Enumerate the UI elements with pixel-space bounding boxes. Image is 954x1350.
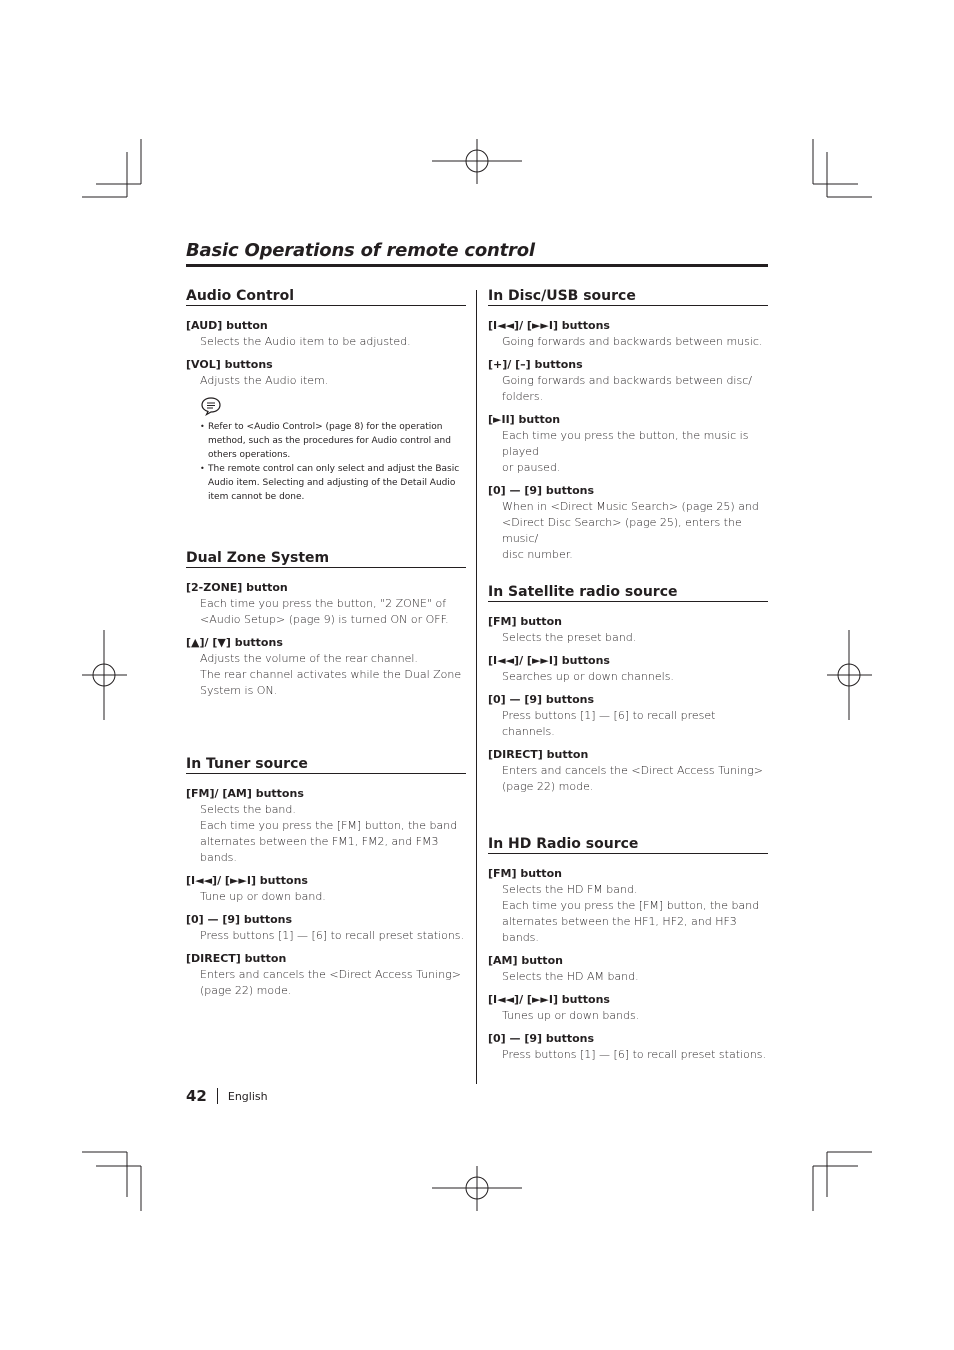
item-description: Tunes up or down bands. xyxy=(502,1009,640,1022)
list-item xyxy=(488,1031,768,1063)
list-item xyxy=(488,866,768,946)
button-label: [DIRECT] button xyxy=(186,952,287,965)
section-dual-zone-system xyxy=(186,550,466,706)
button-label: [►II] button xyxy=(488,413,561,426)
button-label: [0] — [9] buttons xyxy=(488,693,595,706)
item-description: Press buttons [1] — [6] to recall preset channels. xyxy=(502,709,716,738)
item-description: Going forwards and backwards between music. xyxy=(502,335,763,348)
note-bullet xyxy=(200,462,466,504)
item-description: Adjusts the Audio item. xyxy=(200,374,329,387)
list-item xyxy=(488,318,768,350)
item-description: Each time you press the button, the music is played xyxy=(502,429,749,458)
button-label: [FM]/ [AM] buttons xyxy=(186,787,304,800)
button-label: [DIRECT] button xyxy=(488,748,589,761)
item-description: Enters and cancels the <Direct Access Tuning> xyxy=(200,968,461,981)
list-item xyxy=(186,786,466,866)
section-in-hd-radio-source xyxy=(488,836,768,1070)
item-description: <Direct Disc Search> (page 25), enters the music/ xyxy=(502,516,742,545)
item-description: Searches up or down channels. xyxy=(502,670,674,683)
page-number: 42 xyxy=(186,1087,207,1105)
item-description: System is ON. xyxy=(200,684,278,697)
item-description: disc number. xyxy=(502,548,573,561)
button-label: [0] — [9] buttons xyxy=(488,1032,595,1045)
note-list xyxy=(200,420,466,504)
list-item xyxy=(488,747,768,795)
note-block xyxy=(186,396,466,504)
item-description: Tune up or down band. xyxy=(200,890,326,903)
item-description: alternates between the FM1, FM2, and FM3 bands. xyxy=(200,835,439,864)
button-label: [I◄◄]/ [►►I] buttons xyxy=(186,874,308,887)
item-description: Selects the HD FM band. xyxy=(502,883,638,896)
note-line: • The remote control can only select and adjust the Basic xyxy=(208,464,460,474)
list-item xyxy=(488,653,768,685)
note-line: • Refer to <Audio Control> (page 8) for the operation xyxy=(208,422,443,432)
note-bullet xyxy=(200,420,466,462)
button-label: [VOL] buttons xyxy=(186,358,273,371)
button-label: [AM] button xyxy=(488,954,563,967)
page-footer xyxy=(186,1087,268,1105)
footer-separator xyxy=(217,1088,218,1104)
button-label: [AUD] button xyxy=(186,319,268,332)
item-description: Enters and cancels the <Direct Access Tuning> xyxy=(502,764,763,777)
section-heading: Audio Control xyxy=(186,288,466,306)
button-label: [I◄◄]/ [►►I] buttons xyxy=(488,654,610,667)
item-list xyxy=(186,580,466,699)
button-label: [0] — [9] buttons xyxy=(186,913,293,926)
item-description: or paused. xyxy=(502,461,561,474)
title-rule xyxy=(186,264,768,267)
section-heading: In Tuner source xyxy=(186,756,466,774)
button-label: [FM] button xyxy=(488,615,562,628)
item-list xyxy=(186,318,466,389)
button-label: [0] — [9] buttons xyxy=(488,484,595,497)
section-in-disc-usb-source xyxy=(488,288,768,570)
button-label: [+]/ [–] buttons xyxy=(488,358,583,371)
note-line: Audio item. Selecting and adjusting of the Detail Audio xyxy=(208,478,456,488)
item-description: <Audio Setup> (page 9) is turned ON or OFF. xyxy=(200,613,449,626)
item-description: When in <Direct Music Search> (page 25) and xyxy=(502,500,759,513)
list-item xyxy=(488,614,768,646)
item-list xyxy=(488,866,768,1063)
item-description: folders. xyxy=(502,390,544,403)
list-item xyxy=(488,357,768,405)
button-label: [2-ZONE] button xyxy=(186,581,288,594)
list-item xyxy=(488,412,768,476)
item-description: Each time you press the [FM] button, the band xyxy=(502,899,760,912)
list-item xyxy=(488,692,768,740)
item-description: Selects the band. xyxy=(200,803,296,816)
list-item xyxy=(186,318,466,350)
item-description: alternates between the HF1, HF2, and HF3 bands. xyxy=(502,915,737,944)
item-description: Selects the preset band. xyxy=(502,631,637,644)
item-description: Each time you press the [FM] button, the band xyxy=(200,819,458,832)
button-label: [▲]/ [▼] buttons xyxy=(186,636,283,649)
section-in-tuner-source xyxy=(186,756,466,1006)
page-title: Basic Operations of remote control xyxy=(186,240,535,261)
item-list xyxy=(186,786,466,999)
section-in-satellite-radio-source xyxy=(488,584,768,802)
list-item xyxy=(186,912,466,944)
item-description: (page 22) mode. xyxy=(502,780,594,793)
footer-language: English xyxy=(227,1089,268,1103)
section-heading: Dual Zone System xyxy=(186,550,466,568)
list-item xyxy=(186,951,466,999)
note-line: others operations. xyxy=(208,450,291,460)
item-description: The rear channel activates while the Dual Zone xyxy=(200,668,462,681)
note-line: method, such as the procedures for Audio control and xyxy=(208,436,451,446)
item-description: Selects the HD AM band. xyxy=(502,970,639,983)
list-item xyxy=(186,635,466,699)
list-item xyxy=(488,483,768,563)
section-heading: In HD Radio source xyxy=(488,836,768,854)
button-label: [I◄◄]/ [►►I] buttons xyxy=(488,319,610,332)
item-description: Selects the Audio item to be adjusted. xyxy=(200,335,411,348)
item-list xyxy=(488,318,768,563)
list-item xyxy=(488,992,768,1024)
item-description: Press buttons [1] — [6] to recall preset stations. xyxy=(502,1048,767,1061)
item-list xyxy=(488,614,768,795)
item-description: Going forwards and backwards between disc/ xyxy=(502,374,752,387)
list-item xyxy=(186,357,466,389)
list-item xyxy=(186,580,466,628)
section-audio-control xyxy=(186,288,466,504)
item-description: (page 22) mode. xyxy=(200,984,292,997)
section-heading: In Disc/USB source xyxy=(488,288,768,306)
list-item xyxy=(186,873,466,905)
item-description: Each time you press the button, "2 ZONE" of xyxy=(200,597,447,610)
item-description: Press buttons [1] — [6] to recall preset stations. xyxy=(200,929,465,942)
note-line: item cannot be done. xyxy=(208,492,305,502)
item-description: Adjusts the volume of the rear channel. xyxy=(200,652,418,665)
note-icon xyxy=(200,396,222,416)
section-heading: In Satellite radio source xyxy=(488,584,768,602)
column-divider xyxy=(476,290,477,1084)
button-label: [I◄◄]/ [►►I] buttons xyxy=(488,993,610,1006)
button-label: [FM] button xyxy=(488,867,562,880)
list-item xyxy=(488,953,768,985)
